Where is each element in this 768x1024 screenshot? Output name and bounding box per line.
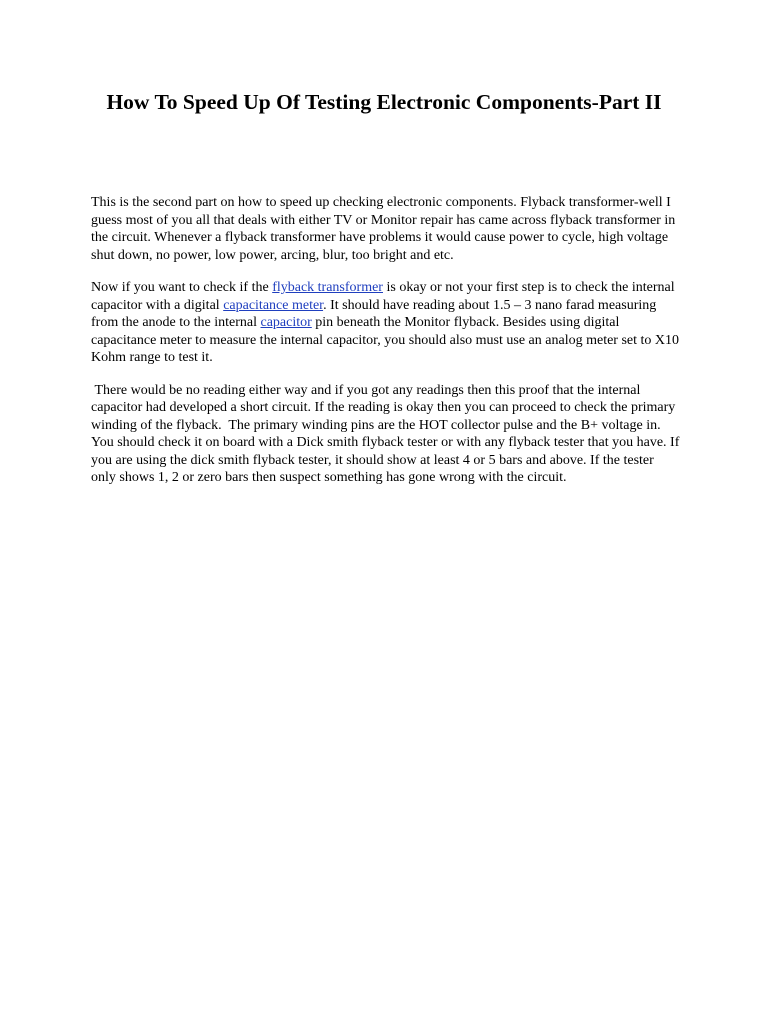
article-body [91, 194, 681, 503]
paragraph-text: is okay or not your first step is to check the internal capacitor with a digital [91, 280, 675, 313]
paragraph-text: Now if you want to check if the [91, 280, 273, 295]
paragraph-text: . It should have reading about 1.5 – 3 nano farad measuring from the anode to the internal [91, 297, 657, 330]
paragraph-intro: This is the second part on how to speed up checking electronic components. Flyback transformer-well I guess most of you all that deals with either TV or Monitor repair has came across flyback transformer in the circuit. Whenever a flyback transformer have problems it would cause power to cycle, high voltage shut down, no power, low power, arcing, blur, too bright and etc. [91, 195, 676, 263]
page-title: How To Speed Up Of Testing Electronic Components-Part II [106, 90, 662, 114]
paragraph-text: pin beneath the Monitor flyback. Besides using digital capacitance meter to measure the internal capacitor, you should also must use an analog meter set to X10 Kohm range to test it. [91, 315, 680, 365]
paragraph-capacitor-check [91, 279, 681, 367]
link-flyback-transformer[interactable]: flyback transformer [272, 280, 383, 295]
paragraph-primary-winding: There would be no reading either way and if you got any readings then this proof that the internal capacitor had developed a short circuit. If the reading is okay then you can proceed to check the primary winding of the flyback. The primary winding pins are the HOT collector pulse and the B+ voltage in. You should check it on board with a Dick smith flyback tester or with any flyback tester that you have. If you are using the dick smith flyback tester, it should show at least 4 or 5 bars and above. If the tester only shows 1, 2 or zero bars then suspect something has gone wrong with the circuit. [91, 382, 683, 485]
link-capacitor[interactable]: capacitor [260, 315, 312, 330]
link-capacitance-meter[interactable]: capacitance meter [223, 297, 324, 313]
